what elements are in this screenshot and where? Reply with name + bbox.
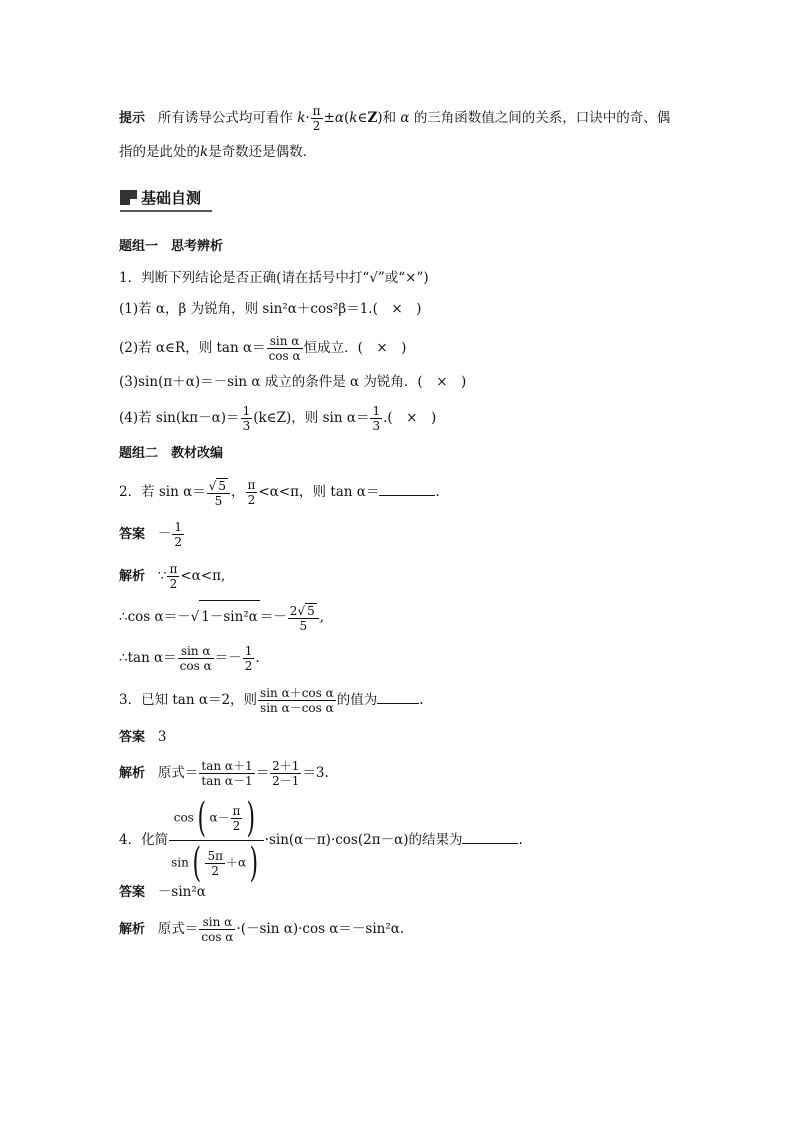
tip-text-1: 所有诱导公式均可看作 xyxy=(157,110,293,126)
q4-answer-label: 答案 xyxy=(119,885,146,900)
q2-solution-1: 解析 ∵ $\frac{\pi}{2}$ <α<π, xyxy=(119,562,226,591)
q1-item-4-frac-a: $\frac{1}{3}$ xyxy=(242,404,251,433)
q4-stem: 4．化简 cos( α－ $\frac{\pi}{2}$ ) sin( $\frac{5\pi}{2}$ ＋α) ·sin(α－π)·cos(2π－α)的结果为 . xyxy=(119,795,523,886)
q3-answer xyxy=(119,727,166,748)
q3-answer-blank xyxy=(377,691,419,704)
tip-text-5: 是奇数还是偶数． xyxy=(208,144,317,160)
q2-solution-2: ∴cos α＝－√ 1－sin²α ＝－ $\frac{2√ 5}{5}$ , xyxy=(119,600,324,633)
q3-fraction: $\frac{\text{sin α＋cos α}}{\text{sin α－cos α}}$ xyxy=(260,686,334,715)
q1-item-4-post: .( × ) xyxy=(383,410,437,426)
tip-text-2: 和 xyxy=(382,110,397,126)
q1-item-2-post: 恒成立．( × ) xyxy=(303,340,407,356)
q3-solution-label: 解析 xyxy=(119,766,146,781)
q4-stem-post: ·sin(α－π)·cos(2π－α)的结果为 xyxy=(264,832,463,848)
tip-text-3: 的三角函数值之间的关系，口诀中的奇、偶 xyxy=(413,110,671,126)
q4-answer-blank xyxy=(462,831,518,844)
q4-big-fraction: cos( α－ $\frac{\pi}{2}$ ) sin( $\frac{5\pi}{2}$ ＋α) xyxy=(169,798,264,883)
q1-item-4-pre: (4)若 sin(kπ－α)＝ xyxy=(119,410,240,426)
q3-answer-value: 3 xyxy=(157,729,167,745)
q2-pi-over-2: $\frac{\pi}{2}$ xyxy=(247,478,256,507)
q2-answer-fraction: $\frac{1}{2}$ xyxy=(174,520,183,549)
q1-item-3: (3)sin(π＋α)＝－sin α 成立的条件是 α 为锐角．( × ) xyxy=(119,374,467,390)
tip-k: k xyxy=(297,110,306,126)
q3-stem-post: 的值为 xyxy=(336,692,378,708)
tip-alpha: α xyxy=(334,110,344,126)
q1-item-4-frac-b: $\frac{1}{3}$ xyxy=(372,404,381,433)
q3-answer-label: 答案 xyxy=(119,730,146,745)
q4-answer-value: －sin²α xyxy=(157,884,206,900)
q4-stem-pre: 4．化简 xyxy=(119,832,169,848)
q2-stem-lt: <α<π，则 tan α＝ xyxy=(258,484,380,500)
q1-item-2 xyxy=(119,334,406,363)
tip-pi-over-2: $\frac{\pi}{2}$ xyxy=(312,104,321,133)
q2-stem: 2．若 sin α＝ $\frac{√ 5}{5}$ ， $\frac{\pi}{2}$ <α<π，则 tan α＝ . xyxy=(119,478,440,508)
tip-text-4: 指的是此处的 xyxy=(119,144,200,160)
q1-item-4 xyxy=(119,404,436,433)
q2-solution-label: 解析 xyxy=(119,569,146,584)
q3-stem: 3．已知 tan α＝2，则 $\frac{\text{sin α＋cos α}}{\text{sin α－cos α}}$ 的值为 . xyxy=(119,686,424,715)
q2-answer-label: 答案 xyxy=(119,527,146,542)
q1-item-2-fraction: $\frac{\text{sin α}}{\text{cos α}}$ xyxy=(268,334,301,363)
group2-title: 题组二 教材改编 xyxy=(119,446,224,461)
q2-answer: 答案 － $\frac{1}{2}$ xyxy=(119,520,183,549)
tip-label: 提示 xyxy=(119,111,146,126)
q1-item-2-pre: (2)若 α∈R，则 tan α＝ xyxy=(119,340,266,356)
tip-line-1: 提示 所有诱导公式均可看作 k· $\frac{\pi}{2}$ ±α(k∈Z)和 α 的三角函数值之间的关系，口诀中的奇、偶 xyxy=(119,104,671,133)
section-square-icon xyxy=(120,190,137,205)
q2-stem-pre: 2．若 sin α＝ xyxy=(119,484,206,500)
section-title: 基础自测 xyxy=(141,189,202,207)
q4-solution-label: 解析 xyxy=(119,922,146,937)
q4-answer xyxy=(119,882,206,903)
q4-solution: 解析 原式＝ $\frac{\text{sin α}}{\text{cos α}}$ ·(－sin α)·cos α＝－sin²α. xyxy=(119,915,405,944)
section-underline xyxy=(120,210,212,212)
q3-solution: 解析 原式＝ $\frac{\text{tan α＋1}}{\text{tan α－1}}$ ＝ $\frac{2+1}{2-1}$ ＝3. xyxy=(119,759,329,788)
q1-stem: 1．判断下列结论是否正确(请在括号中打“√”或“×”) xyxy=(119,270,429,286)
q1-item-1: (1)若 α，β 为锐角，则 sin²α＋cos²β＝1.( × ) xyxy=(119,301,422,317)
q2-answer-blank xyxy=(379,483,435,496)
q2-solution-3: ∴tan α＝ $\frac{\text{sin α}}{\text{cos α}}$ ＝－ $\frac{1}{2}$ . xyxy=(119,644,260,673)
q3-stem-pre: 3．已知 tan α＝2，则 xyxy=(119,692,258,708)
q2-sin-value: $\frac{√ 5}{5}$ xyxy=(207,478,230,508)
tip-line-2: 指的是此处的k是奇数还是偶数． xyxy=(119,144,317,160)
group1-title: 题组一 思考辨析 xyxy=(119,239,224,254)
q1-item-4-mid: (k∈Z)，则 sin α＝ xyxy=(253,410,370,426)
